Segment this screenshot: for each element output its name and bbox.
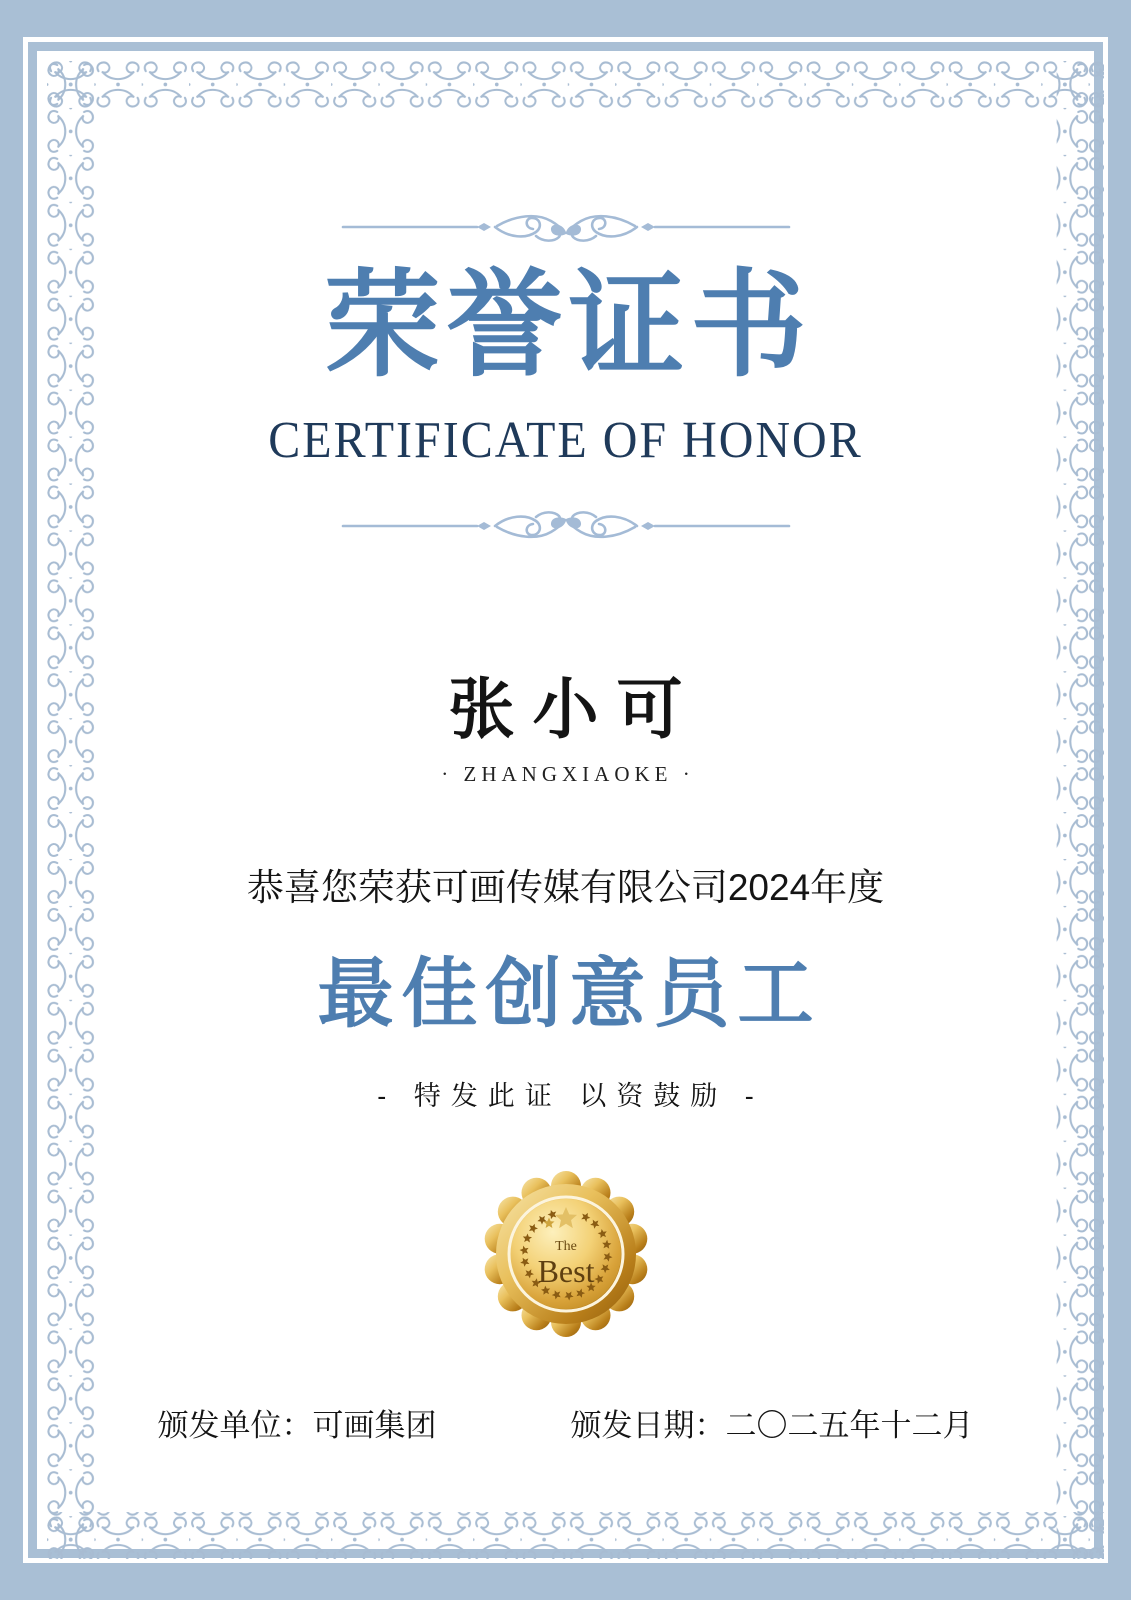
flourish-divider-top — [331, 209, 801, 245]
gold-seal-badge — [478, 1166, 654, 1342]
award-title: 最佳创意员工 — [317, 949, 822, 1039]
flourish-divider-bottom — [331, 508, 801, 544]
seal-word-top: The — [554, 1239, 577, 1255]
recipient-name-latin: · ZHANGXIAOKE · — [441, 761, 695, 786]
certificate-content — [37, 51, 1094, 1549]
certificate-panel — [28, 42, 1103, 1558]
issuer-field — [158, 1400, 437, 1445]
issue-date-field — [571, 1400, 974, 1445]
seal-word-bottom: Best — [537, 1253, 594, 1290]
certificate-title-cn: 荣誉证书 — [324, 257, 813, 393]
issuer-label: 颁发单位： — [157, 1408, 313, 1444]
issuer-value: 可画集团 — [312, 1408, 437, 1444]
motto-line: - 特发此证 以资鼓励 - — [377, 1081, 764, 1112]
recipient-name: 张小可 — [448, 671, 701, 746]
issue-date-value: 二〇二五年十二月 — [725, 1408, 974, 1444]
issue-date-label: 颁发日期： — [570, 1408, 726, 1444]
award-body-line: 恭喜您荣获可画传媒有限公司2024年度 — [246, 866, 885, 908]
certificate-title-en: CERTIFICATE OF HONOR — [268, 411, 863, 469]
footer-row — [158, 1400, 974, 1445]
